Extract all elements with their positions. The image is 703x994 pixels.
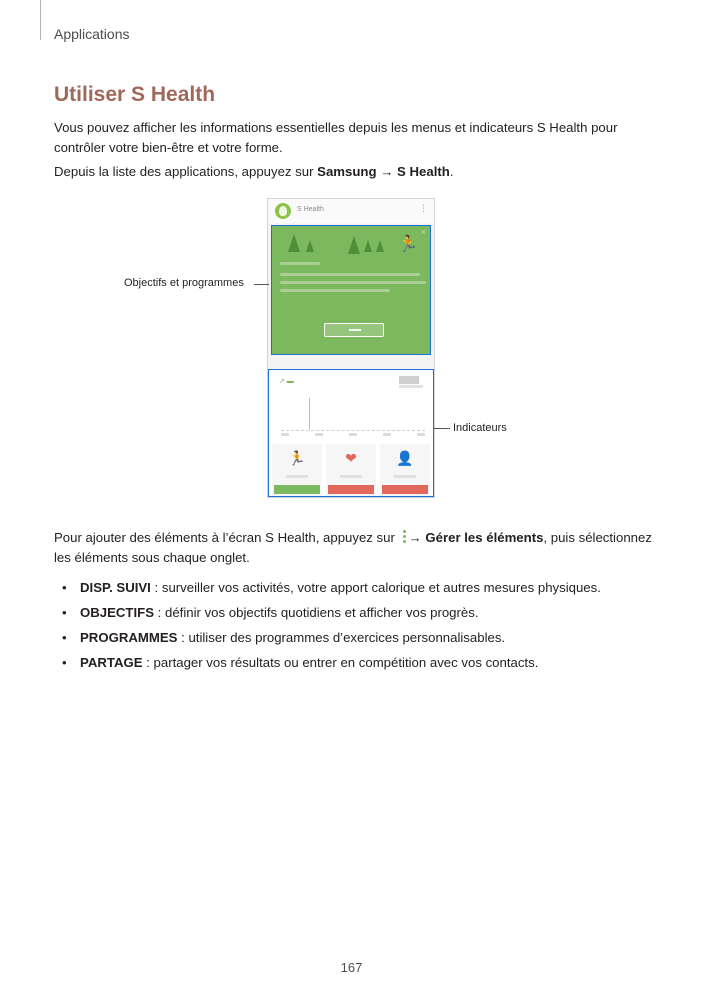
section-label: Applications	[54, 26, 130, 42]
blurred-text	[280, 262, 320, 265]
heart-rate-icon: ❤	[345, 450, 357, 466]
running-icon: 🏃	[288, 450, 306, 466]
profile-avatar-icon	[275, 203, 291, 219]
callout-line-right	[434, 428, 450, 429]
s-health-screenshot	[267, 198, 435, 498]
stress-tile[interactable]	[380, 444, 430, 496]
manage-paragraph: Pour ajouter des éléments à l’écran S Health, appuyez sur → Gérer les éléments, puis sélectionnez les éléments sous chaque onglet.	[54, 530, 652, 565]
steps-chart-axis	[281, 430, 425, 431]
heart-rate-tile[interactable]	[326, 444, 376, 496]
more-options-icon: ⋮	[419, 203, 428, 213]
goals-programs-card	[271, 225, 431, 355]
tree-icon	[288, 234, 300, 252]
trackers-panel	[268, 369, 434, 497]
menu-s-health: S Health	[397, 164, 450, 179]
app-title: S Health	[297, 206, 324, 213]
add-button[interactable]	[324, 323, 384, 337]
tree-icon	[364, 240, 372, 252]
close-icon: ✕	[420, 230, 426, 236]
intro-paragraph: Vous pouvez afficher les informations essentielles depuis les menus et indicateurs S Health pour contrôler votre bien-être et votre forme.	[54, 120, 618, 155]
running-icon: 🏃	[398, 236, 418, 253]
list-item: • PARTAGE : partager vos résultats ou entrer en compétition avec vos contacts.	[62, 655, 539, 670]
tracker-tiles	[272, 444, 430, 496]
steps-target	[399, 385, 423, 388]
list-item: • OBJECTIFS : définir vos objectifs quotidiens et afficher vos progrès.	[62, 605, 479, 620]
tree-icon	[348, 236, 360, 254]
section-rule	[40, 0, 41, 40]
page-title: Utiliser S Health	[54, 83, 216, 106]
menu-samsung: Samsung	[317, 164, 377, 179]
list-item: • PROGRAMMES : utiliser des programmes d’exercices personnalisables.	[62, 630, 506, 645]
app-header	[268, 199, 434, 223]
steps-icon: ➚ ▬	[279, 378, 294, 385]
page-number: 167	[340, 960, 363, 975]
exercise-tile[interactable]	[272, 444, 322, 496]
tree-icon	[376, 240, 384, 252]
tab-list	[62, 578, 601, 678]
callout-line-left	[254, 284, 269, 285]
blurred-text	[280, 289, 390, 292]
blurred-text	[280, 273, 420, 276]
steps-chart-ticks	[281, 433, 425, 436]
steps-chart-bar	[309, 398, 310, 430]
list-item: • DISP. SUIVI : surveiller vos activités, votre apport calorique et autres mesures physiques.	[62, 580, 601, 595]
tree-icon	[306, 240, 314, 252]
steps-value	[399, 376, 419, 384]
blurred-text	[280, 281, 426, 284]
more-options-icon	[402, 530, 406, 544]
start-button[interactable]	[274, 485, 320, 494]
manage-items-option: Gérer les éléments	[425, 530, 544, 545]
callout-goals-programs: Objectifs et programmes	[124, 277, 244, 289]
callout-trackers: Indicateurs	[453, 422, 507, 434]
measure-button[interactable]	[382, 485, 428, 494]
person-icon: 👤	[396, 450, 414, 466]
measure-button[interactable]	[328, 485, 374, 494]
instruction-paragraph: Depuis la liste des applications, appuyez sur Samsung → S Health.	[54, 164, 454, 179]
